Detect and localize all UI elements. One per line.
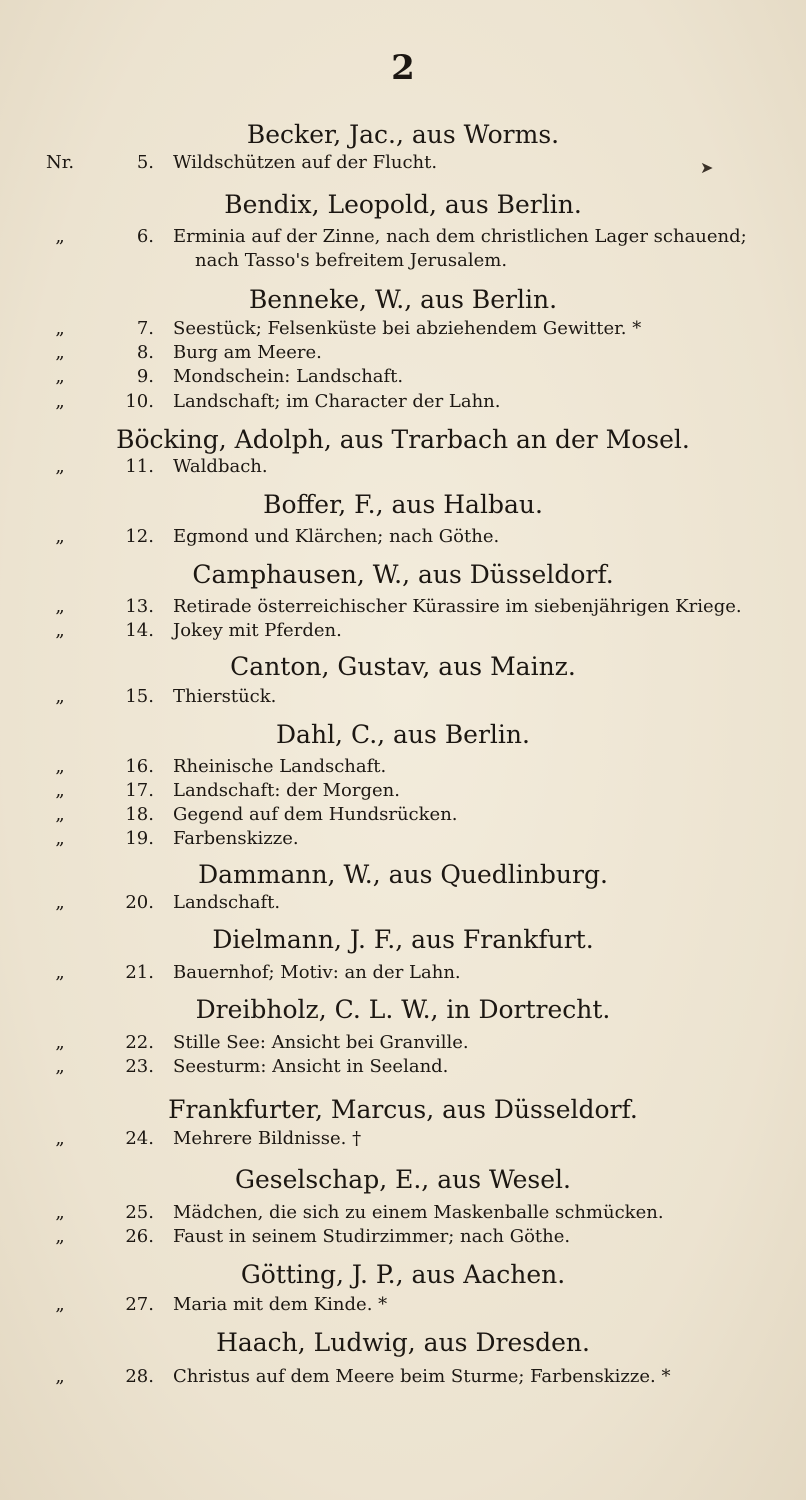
- entry-prefix: „: [55, 828, 65, 849]
- entry-number: 19.: [125, 828, 154, 849]
- artist-heading: Dreibholz, C. L. W., in Dortrecht.: [195, 995, 611, 1024]
- catalog-entry: [0, 1056, 806, 1084]
- entry-prefix: „: [55, 596, 65, 617]
- artist-heading: Becker, Jac., aus Worms.: [246, 120, 560, 149]
- entry-title: Christus auf dem Meere beim Sturme; Farbenskizze. *: [173, 1366, 671, 1387]
- catalog-entry: [0, 366, 806, 394]
- artist-heading: Böcking, Adolph, aus Trarbach an der Mosel.: [116, 425, 690, 454]
- entry-title: Egmond und Klärchen; nach Göthe.: [173, 526, 500, 547]
- entry-prefix: „: [55, 804, 65, 825]
- artist-heading: Dammann, W., aus Quedlinburg.: [198, 860, 608, 889]
- page-number: 2: [391, 48, 415, 88]
- entry-title: Mondschein: Landschaft.: [173, 366, 404, 387]
- artist-heading: Benneke, W., aus Berlin.: [248, 285, 558, 314]
- catalog-entry: [0, 1294, 806, 1322]
- entry-number: 18.: [125, 804, 154, 825]
- entry-title: Jokey mit Pferden.: [173, 620, 342, 641]
- entry-prefix: „: [55, 756, 65, 777]
- entry-title: Stille See: Ansicht bei Granville.: [173, 1032, 469, 1053]
- entry-prefix: „: [55, 962, 65, 983]
- entry-prefix: „: [55, 456, 65, 477]
- entry-title: Waldbach.: [173, 456, 268, 477]
- catalog-entry: [0, 686, 806, 714]
- entry-title: Seesturm: Ansicht in Seeland.: [173, 1056, 449, 1077]
- entry-number: 14.: [125, 620, 154, 641]
- catalog-entry: [0, 152, 806, 180]
- entry-title: Seestück; Felsenküste bei abziehendem Gewitter. *: [173, 318, 642, 339]
- entry-number: 12.: [125, 526, 154, 547]
- entry-number: 25.: [125, 1202, 154, 1223]
- entry-number: 15.: [125, 686, 154, 707]
- catalog-entry: [0, 391, 806, 419]
- entry-prefix: „: [55, 1128, 65, 1149]
- entry-prefix: Nr.: [45, 152, 75, 173]
- entry-prefix: „: [55, 620, 65, 641]
- entry-prefix: „: [55, 318, 65, 339]
- catalog-entry: [0, 962, 806, 990]
- entry-number: 26.: [125, 1226, 154, 1247]
- catalog-entry: [0, 828, 806, 856]
- entry-title: Landschaft: der Morgen.: [173, 780, 400, 801]
- entry-prefix: „: [55, 526, 65, 547]
- entry-number: 11.: [125, 456, 154, 477]
- artist-heading: Haach, Ludwig, aus Dresden.: [216, 1328, 590, 1357]
- catalog-entry: [0, 620, 806, 648]
- artist-heading: Götting, J. P., aus Aachen.: [240, 1260, 566, 1289]
- entry-title: Wildschützen auf der Flucht.: [173, 152, 438, 173]
- entry-number: 21.: [125, 962, 154, 983]
- entry-title: Thierstück.: [173, 686, 277, 707]
- entry-title: Retirade österreichischer Kürassire im siebenjährigen Kriege.: [173, 596, 742, 617]
- entry-prefix: „: [55, 1056, 65, 1077]
- entry-number: 20.: [125, 892, 154, 913]
- entry-number: 5.: [136, 152, 154, 173]
- catalog-entry: [0, 456, 806, 484]
- entry-number: 22.: [125, 1032, 154, 1053]
- artist-heading: Canton, Gustav, aus Mainz.: [230, 652, 576, 681]
- artist-heading: Bendix, Leopold, aus Berlin.: [224, 190, 582, 219]
- entry-title: Landschaft; im Character der Lahn.: [173, 391, 501, 412]
- entry-number: 9.: [136, 366, 154, 387]
- artist-heading: Frankfurter, Marcus, aus Düsseldorf.: [168, 1095, 638, 1124]
- entry-prefix: „: [55, 780, 65, 801]
- entry-number: 6.: [136, 226, 154, 247]
- artist-heading: Camphausen, W., aus Düsseldorf.: [192, 560, 614, 589]
- arrow-mark-icon: ➤: [700, 158, 714, 177]
- catalog-entry: [0, 1226, 806, 1254]
- entry-title: Erminia auf der Zinne, nach dem christlichen Lager schauend;: [173, 226, 747, 247]
- entry-title: Faust in seinem Studirzimmer; nach Göthe.: [173, 1226, 571, 1247]
- entry-title: Rheinische Landschaft.: [173, 756, 387, 777]
- entry-number: 17.: [125, 780, 154, 801]
- entry-prefix: „: [55, 391, 65, 412]
- entry-title: Burg am Meere.: [173, 342, 322, 363]
- entry-prefix: „: [55, 1294, 65, 1315]
- catalog-entry: [0, 526, 806, 554]
- catalog-entry: [0, 1128, 806, 1156]
- entry-number: 23.: [125, 1056, 154, 1077]
- entry-number: 13.: [125, 596, 154, 617]
- entry-title: Mädchen, die sich zu einem Maskenballe schmücken.: [173, 1202, 664, 1223]
- entry-prefix: „: [55, 226, 65, 247]
- entry-number: 24.: [125, 1128, 154, 1149]
- artist-heading: Dahl, C., aus Berlin.: [276, 720, 530, 749]
- entry-title: Maria mit dem Kinde. *: [173, 1294, 388, 1315]
- entry-title: Bauernhof; Motiv: an der Lahn.: [173, 962, 461, 983]
- entry-number: 27.: [125, 1294, 154, 1315]
- entry-title: Landschaft.: [173, 892, 281, 913]
- artist-heading: Dielmann, J. F., aus Frankfurt.: [212, 925, 594, 954]
- entry-title-continuation: nach Tasso's befreitem Jerusalem.: [195, 250, 508, 271]
- entry-title: Farbenskizze.: [173, 828, 299, 849]
- entry-prefix: „: [55, 342, 65, 363]
- entry-prefix: „: [55, 892, 65, 913]
- entry-number: 8.: [136, 342, 154, 363]
- entry-prefix: „: [55, 1202, 65, 1223]
- artist-heading: Geselschap, E., aus Wesel.: [234, 1165, 571, 1194]
- entry-number: 28.: [125, 1366, 154, 1387]
- entry-title: Gegend auf dem Hundsrücken.: [173, 804, 458, 825]
- entry-prefix: „: [55, 366, 65, 387]
- catalog-entry: [0, 892, 806, 920]
- entry-number: 16.: [125, 756, 154, 777]
- entry-number: 7.: [136, 318, 154, 339]
- entry-title: Mehrere Bildnisse. †: [173, 1128, 362, 1149]
- entry-number: 10.: [125, 391, 154, 412]
- entry-prefix: „: [55, 1032, 65, 1053]
- entry-prefix: „: [55, 686, 65, 707]
- entry-prefix: „: [55, 1226, 65, 1247]
- entry-prefix: „: [55, 1366, 65, 1387]
- artist-heading: Boffer, F., aus Halbau.: [263, 490, 543, 519]
- catalog-entry: [0, 1366, 806, 1394]
